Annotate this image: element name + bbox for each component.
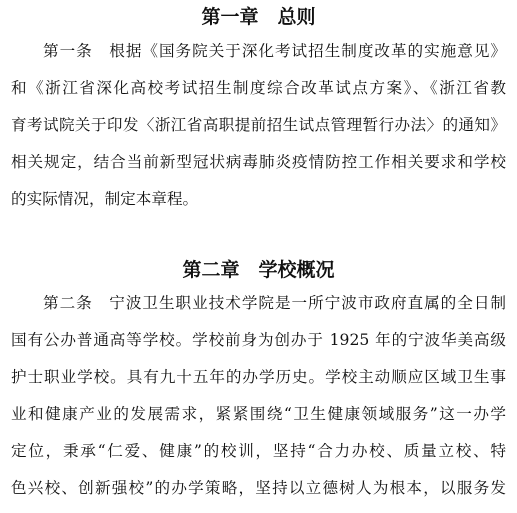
- chapter-2-title: 第二章 学校概况: [182, 259, 335, 281]
- article-2-line-6: 色兴校、创新强校”的办学策略，坚持以立德树人为根本，以服务发: [11, 479, 506, 497]
- article-1-line-3: 育考试院关于印发〈浙江省高职提前招生试点管理暂行办法〉的通知》: [11, 116, 506, 134]
- article-1-line-2: 和《浙江省深化高校考试招生制度综合改革试点方案》、《浙江省教: [11, 79, 506, 97]
- article-2-line-3: 护士职业学校。具有九十五年的办学历史。学校主动顺应区域卫生事: [11, 368, 506, 386]
- article-1-line-5: 的实际情况，制定本章程。: [11, 190, 199, 208]
- article-2-line-1: 第二条 宁波卫生职业技术学院是一所宁波市政府直属的全日制: [43, 294, 506, 312]
- article-1-line-1: 第一条 根据《国务院关于深化考试招生制度改革的实施意见》: [43, 42, 506, 60]
- article-2-line-5: 定位，秉承“仁爱、健康”的校训，坚持“合力办校、质量立校、特: [11, 442, 506, 460]
- article-2-line-4: 业和健康产业的发展需求，紧紧围绕“卫生健康领域服务”这一办学: [11, 405, 506, 423]
- article-1-line-4: 相关规定，结合当前新型冠状病毒肺炎疫情防控工作相关要求和学校: [11, 153, 506, 171]
- article-2-line-2: 国有公办普通高等学校。学校前身为创办于 1925 年的宁波华美高级: [11, 331, 506, 349]
- chapter-1-title: 第一章 总则: [201, 6, 316, 28]
